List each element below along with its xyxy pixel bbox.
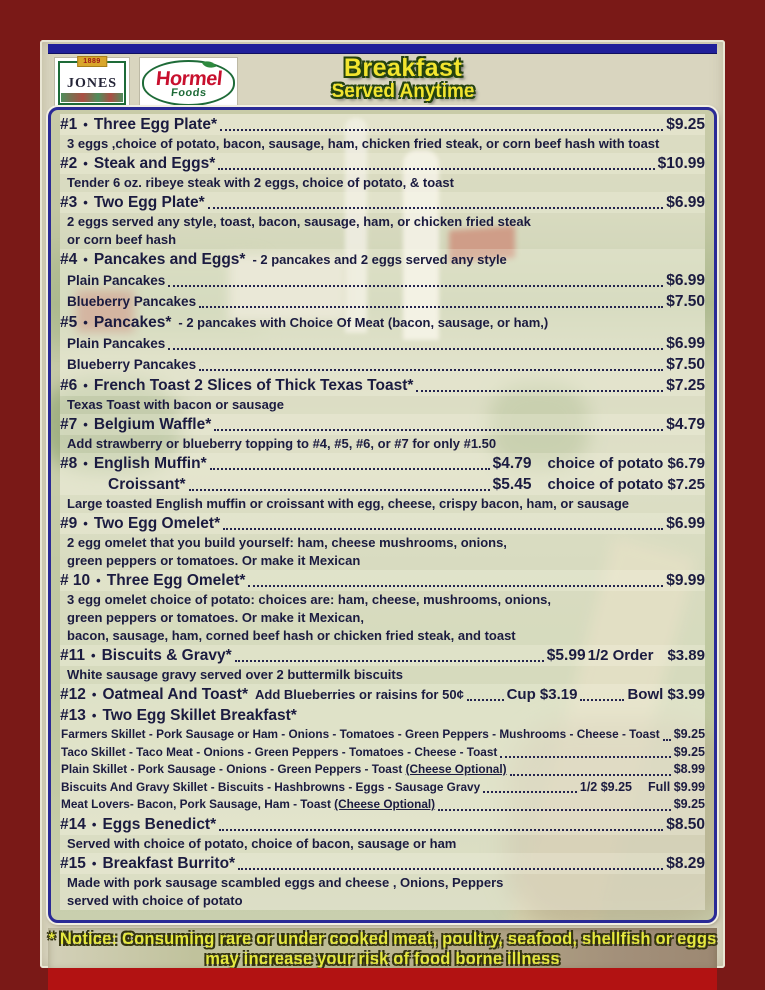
menu-row <box>60 684 705 705</box>
item-price: $8.50 <box>666 815 705 833</box>
menu-box <box>48 107 717 923</box>
bullet-icon: • <box>83 378 88 393</box>
item-price: $6.99 <box>666 515 705 532</box>
menu-row <box>60 114 705 135</box>
item-note: Add Blueberries or raisins for 50¢ <box>255 687 464 702</box>
skillet-price: $9.25 <box>673 744 705 759</box>
menu-row <box>60 249 705 270</box>
menu-row <box>60 291 705 312</box>
item-number: #7 <box>60 416 78 433</box>
menu-row <box>60 853 705 874</box>
item-name: Three Egg Omelet* <box>106 572 246 589</box>
bullet-icon: • <box>91 708 97 723</box>
item-number: #1 <box>60 116 78 133</box>
menu-row <box>60 744 705 762</box>
menu-row <box>60 645 705 666</box>
item-description: Texas Toast with bacon or sausage <box>67 397 284 412</box>
dots-leader <box>210 466 490 470</box>
sub-item-name: Plain Pancakes <box>67 336 166 351</box>
dots-leader <box>510 772 671 776</box>
sub-item-name: Blueberry Pancakes <box>67 294 197 309</box>
item-price: $6.99 <box>666 194 705 211</box>
bowl-price: Bowl $3.99 <box>627 686 705 703</box>
dots-leader <box>199 367 663 371</box>
menu-row <box>60 609 705 627</box>
dots-leader <box>168 346 663 350</box>
sub-item-name: Plain Pancakes <box>67 273 166 288</box>
item-number: #13 <box>60 707 86 724</box>
health-notice <box>48 928 717 971</box>
dots-leader <box>218 166 654 170</box>
item-description: Large toasted English muffin or croissant with egg, cheese, crispy bacon, ham, or sausage <box>67 496 630 511</box>
item-extra-price: choice of potato $6.79 <box>547 455 705 472</box>
item-name: Biscuits & Gravy* <box>101 647 232 664</box>
health-notice-line: may increase your risk of food borne illness <box>205 950 560 968</box>
bullet-icon: • <box>96 573 101 588</box>
item-price: $5.45 <box>492 476 532 493</box>
menu-row <box>60 513 705 534</box>
item-number: #14 <box>60 815 86 833</box>
dots-leader <box>235 658 544 662</box>
skillet-description: Meat Lovers- Bacon, Pork Sausage, Ham - Toast (Cheese Optional) <box>61 797 436 811</box>
menu-row <box>60 761 705 779</box>
bullet-icon: • <box>83 417 88 432</box>
menu-row <box>60 396 705 414</box>
menu-row <box>60 534 705 552</box>
menu-row <box>60 312 705 333</box>
dots-leader <box>220 127 663 131</box>
full-price: Full $9.99 <box>648 779 705 794</box>
item-number: #9 <box>60 515 78 532</box>
item-description: green peppers or tomatoes. Or make it Mexican, <box>67 610 364 625</box>
menu-row <box>60 892 705 910</box>
item-name: Pancakes* <box>93 314 172 331</box>
item-name: Breakfast Burrito* <box>102 854 236 872</box>
sub-item-price: $7.50 <box>666 293 705 310</box>
menu-row <box>60 552 705 570</box>
item-extra-price: choice of potato $7.25 <box>547 476 705 493</box>
dots-leader <box>248 583 663 587</box>
item-description: bacon, sausage, ham, corned beef hash or chicken fried steak, and toast <box>67 628 516 643</box>
page-title-block <box>332 55 475 102</box>
dots-leader <box>219 827 663 831</box>
item-number: #4 <box>60 251 78 268</box>
bullet-icon: • <box>83 156 88 171</box>
menu-row <box>60 270 705 291</box>
menu-row <box>60 726 705 744</box>
dots-leader <box>223 526 663 530</box>
item-price: $4.79 <box>666 416 705 433</box>
item-number: #12 <box>60 686 86 703</box>
item-number: #11 <box>60 647 86 664</box>
dots-leader <box>214 427 663 431</box>
bullet-icon: • <box>83 195 88 210</box>
item-number: #8 <box>60 455 78 472</box>
item-name: Two Egg Omelet* <box>93 515 221 532</box>
item-number: #15 <box>60 854 86 872</box>
item-description: 2 egg omelet that you build yourself: ham, cheese mushrooms, onions, <box>67 535 507 550</box>
bullet-icon: • <box>91 687 97 702</box>
bullet-icon: • <box>83 252 88 267</box>
menu-row <box>60 333 705 354</box>
hormel-logo <box>139 57 238 109</box>
item-description: served with choice of potato <box>67 892 243 908</box>
page-subtitle: Served Anytime <box>331 81 475 102</box>
dots-leader <box>483 789 577 793</box>
dots-leader <box>168 283 663 287</box>
bullet-icon: • <box>91 855 97 871</box>
bottom-red-strip <box>48 968 717 990</box>
cheese-optional-label: (Cheese Optional) <box>405 762 507 776</box>
item-name: Belgium Waffle* <box>93 416 212 433</box>
dots-leader <box>500 754 670 758</box>
item-description: 2 eggs served any style, toast, bacon, sausage, ham, or chicken fried steak <box>67 214 531 229</box>
menu-row <box>60 135 705 153</box>
item-number: #5 <box>60 314 78 331</box>
item-number: #2 <box>60 155 78 172</box>
dots-leader <box>199 304 663 308</box>
item-name: Pancakes and Eggs* <box>93 251 246 268</box>
menu-row <box>60 591 705 609</box>
menu-row <box>60 874 705 892</box>
menu-row <box>60 796 705 814</box>
menu-row <box>60 835 705 853</box>
cheese-optional-label: (Cheese Optional) <box>334 797 436 811</box>
item-number: # 10 <box>60 572 91 589</box>
item-name: Two Egg Plate* <box>93 194 205 211</box>
menu-row <box>60 453 705 474</box>
skillet-description: Plain Skillet - Pork Sausage - Onions - Green Peppers - Toast (Cheese Optional) <box>61 762 507 776</box>
dots-leader <box>189 487 490 491</box>
bullet-icon: • <box>83 117 88 132</box>
menu-row <box>60 153 705 174</box>
skillet-description: Biscuits And Gravy Skillet - Biscuits - Hashbrowns - Eggs - Sausage Gravy <box>61 779 481 794</box>
sub-item-name: Blueberry Pancakes <box>67 357 197 372</box>
menu-rows <box>51 110 714 910</box>
item-price: $9.99 <box>666 572 705 589</box>
bullet-icon: • <box>83 456 88 471</box>
item-name: Eggs Benedict* <box>102 815 217 833</box>
top-navy-bar <box>48 44 717 54</box>
item-price: $8.29 <box>666 854 705 872</box>
hormel-foods-label: Foods <box>170 87 207 99</box>
dots-leader <box>663 737 671 741</box>
item-price: $5.99 <box>546 647 586 664</box>
item-price: $10.99 <box>657 155 705 172</box>
skillet-price: $8.99 <box>673 762 705 776</box>
item-price: $9.25 <box>666 116 705 133</box>
item-name: Oatmeal And Toast* <box>102 686 248 703</box>
item-price: $7.25 <box>666 377 705 394</box>
item-description: 3 eggs ,choice of potato, bacon, sausage, ham, chicken fried steak, or corn beef hash with toast <box>67 136 660 151</box>
item-description: Made with pork sausage scambled eggs and cheese , Onions, Peppers <box>67 874 504 890</box>
item-description: White sausage gravy served over 2 buttermilk biscuits <box>67 667 403 682</box>
menu-row <box>60 354 705 375</box>
header <box>40 54 725 104</box>
item-name: Two Egg Skillet Breakfast* <box>102 707 297 724</box>
jones-wordmark: JONES <box>66 76 118 91</box>
menu-row <box>60 435 705 453</box>
menu-row <box>60 705 705 726</box>
menu-row <box>60 495 705 513</box>
skillet-description: Taco Skillet - Taco Meat - Onions - Green Peppers - Tomatoes - Cheese - Toast <box>61 744 498 759</box>
menu-row <box>60 814 705 835</box>
item-note: - 2 pancakes with Choice Of Meat (bacon, sausage, or ham,) <box>178 315 549 330</box>
skillet-description: Farmers Skillet - Pork Sausage or Ham - Onions - Tomatoes - Green Peppers - Mushrooms - Cheese - Toast <box>61 727 660 741</box>
bullet-icon: • <box>91 816 97 832</box>
health-notice-line: * Notice: Consuming rare or under cooked meat, poultry, seafood, shellfish or eggs <box>48 930 717 948</box>
item-description: green peppers or tomatoes. Or make it Mexican <box>67 553 361 568</box>
half-price: 1/2 $9.25 <box>579 779 633 794</box>
dots-leader <box>208 205 664 209</box>
dots-leader <box>467 697 504 701</box>
item-price: $4.79 <box>492 455 532 472</box>
bullet-icon: • <box>83 315 88 330</box>
bullet-icon: • <box>91 648 96 663</box>
dots-leader <box>580 697 624 701</box>
sub-item-price: $6.99 <box>666 335 705 352</box>
item-description: or corn beef hash <box>67 232 177 247</box>
half-order-label: 1/2 Order <box>587 647 654 664</box>
half-order-price: $3.89 <box>667 647 705 664</box>
page-title: Breakfast <box>343 54 463 82</box>
dots-leader <box>238 866 663 870</box>
menu-row <box>60 231 705 249</box>
menu-row <box>60 474 705 495</box>
item-number: #3 <box>60 194 78 211</box>
menu-row <box>60 779 705 797</box>
menu-row <box>60 174 705 192</box>
skillet-price: $9.25 <box>673 727 706 741</box>
item-description: Add strawberry or blueberry topping to #4, #5, #6, or #7 for only #1.50 <box>67 436 497 451</box>
dots-leader <box>416 388 663 392</box>
item-name: Three Egg Plate* <box>93 116 217 133</box>
menu-row <box>60 375 705 396</box>
item-description: Tender 6 oz. ribeye steak with 2 eggs, choice of potato, & toast <box>67 175 454 190</box>
menu-row <box>60 213 705 231</box>
menu-row <box>60 570 705 591</box>
menu-row <box>60 627 705 645</box>
item-name: Croissant* <box>108 476 186 493</box>
brand-logos <box>54 57 238 109</box>
bullet-icon: • <box>83 516 88 531</box>
item-number: #6 <box>60 377 78 394</box>
item-name: English Muffin* <box>93 455 207 472</box>
hormel-wordmark: Hormel <box>154 68 223 90</box>
item-description: 3 egg omelet choice of potato: choices are: ham, cheese, mushrooms, onions, <box>67 592 552 607</box>
sub-item-price: $6.99 <box>666 272 705 289</box>
jones-logo <box>54 57 130 109</box>
item-note: - 2 pancakes and 2 eggs served any style <box>252 252 507 267</box>
sub-item-price: $7.50 <box>666 356 705 373</box>
jones-farm-scene-art <box>61 93 123 102</box>
menu-row <box>60 414 705 435</box>
item-name: Steak and Eggs* <box>93 155 216 172</box>
menu-page-panel <box>40 40 725 968</box>
skillet-price: $9.25 <box>673 797 705 811</box>
item-name: French Toast 2 Slices of Thick Texas Toast* <box>93 377 414 394</box>
jones-year-badge: 1889 <box>77 56 107 67</box>
item-description: Served with choice of potato, choice of bacon, sausage or ham <box>67 835 457 851</box>
cup-price: Cup $3.19 <box>506 686 578 703</box>
dots-leader <box>438 807 671 811</box>
menu-row <box>60 192 705 213</box>
menu-row <box>60 666 705 684</box>
